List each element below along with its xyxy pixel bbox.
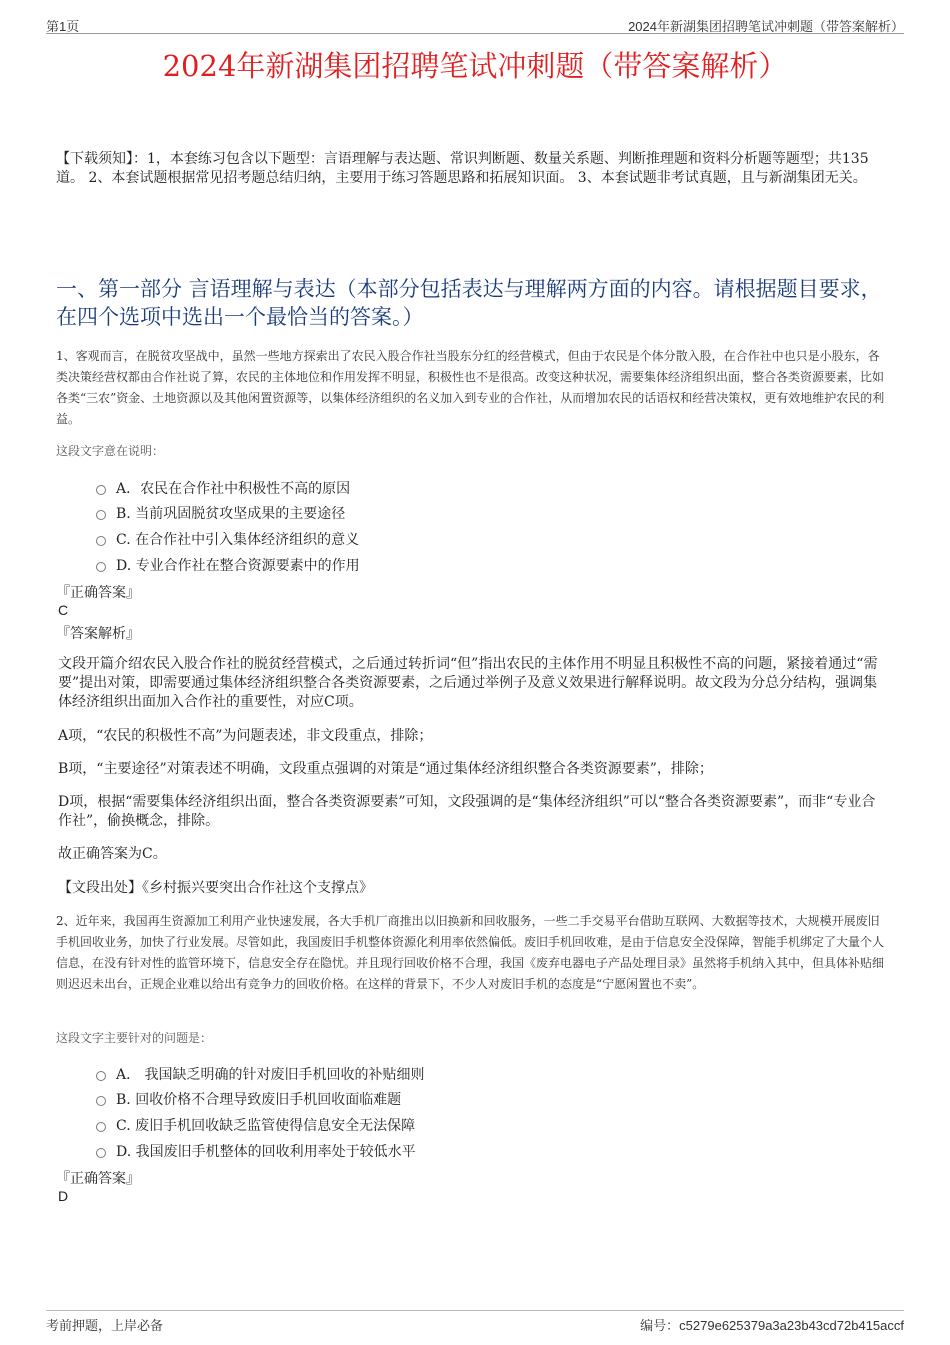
q1-answer-label: 『正确答案』 bbox=[56, 585, 140, 601]
q1-option-d[interactable] bbox=[96, 555, 360, 575]
radio-icon[interactable] bbox=[96, 1148, 106, 1158]
radio-icon[interactable] bbox=[96, 1096, 106, 1106]
question-2-prompt: 这段文字主要针对的问题是： bbox=[56, 1031, 213, 1045]
q1-analysis-paragraph: A项，“农民的积极性不高”为问题表述，非文段重点，排除； bbox=[58, 728, 433, 744]
q1-answer: C bbox=[58, 602, 69, 618]
header-doc-title: 2024年新湖集团招聘笔试冲刺题（带答案解析） bbox=[628, 19, 904, 34]
radio-icon[interactable] bbox=[96, 1122, 106, 1132]
q2-option-c[interactable] bbox=[96, 1115, 415, 1135]
q1-option-c[interactable] bbox=[96, 529, 359, 549]
footer-slogan: 考前押题，上岸必备 bbox=[46, 1319, 164, 1334]
radio-icon[interactable] bbox=[96, 562, 106, 572]
q2-option-b[interactable] bbox=[96, 1089, 401, 1109]
option-label: C. 废旧手机回收缺乏监管使得信息安全无法保障 bbox=[116, 1118, 416, 1134]
option-label: D. 我国废旧手机整体的回收利用率处于较低水平 bbox=[116, 1144, 416, 1160]
radio-icon[interactable] bbox=[96, 510, 106, 520]
page-number: 第1页 bbox=[46, 19, 80, 34]
download-notice: 【下载须知】：1，本套练习包含以下题型：言语理解与表达题、常识判断题、数量关系题、判断推理题和资料分析题等题型；共135道。 2、本套试题根据常见招考题总结归纳，主要用于练习答题思路和拓展知识面。 3、本套试题非考试真题，且与新湖集团无关。 bbox=[56, 151, 869, 186]
radio-icon[interactable] bbox=[96, 536, 106, 546]
q1-analysis-paragraph: 文段开篇介绍农民入股合作社的脱贫经营模式，之后通过转折词“但”指出农民的主体作用不明显且积极性不高的问题，紧接着通过“需要”提出对策，即需要通过集体经济组织整合各类资源要素，之后通过举例子及意义效果进行解释说明。故文段为分总分结构，强调集体经济组织出面加入合作社的重要性，对应C项。 bbox=[58, 656, 878, 710]
q1-analysis-label: 『答案解析』 bbox=[56, 626, 140, 642]
question-1-text: 1、客观而言，在脱贫攻坚战中，虽然一些地方探索出了农民入股合作社当股东分红的经营模式，但由于农民是个体分散入股，在合作社中也只是小股东，各类决策经营权都由合作社说了算，农民的主体地位和作用发挥不明显，积极性也不是很高。改变这种状况，需要集体经济组织出面，整合各类资源要素，比如各类“三农”资金、土地资源以及其他闲置资源等，以集体经济组织的名义加入到专业的合作社，从而增加农民的话语权和经营决策权，更有效地维护农民的利益。 bbox=[56, 349, 885, 426]
footer-divider bbox=[46, 1310, 904, 1311]
q1-analysis-paragraph: 故正确答案为C。 bbox=[58, 846, 167, 862]
q2-answer: D bbox=[58, 1188, 69, 1204]
option-label: D. 专业合作社在整合资源要素中的作用 bbox=[116, 558, 360, 574]
radio-icon[interactable] bbox=[96, 485, 106, 495]
q2-option-d[interactable] bbox=[96, 1141, 416, 1161]
radio-icon[interactable] bbox=[96, 1071, 106, 1081]
q2-answer-label: 『正确答案』 bbox=[56, 1171, 140, 1187]
q1-source: 【文段出处】《乡村振兴要突出合作社这个支撑点》 bbox=[58, 880, 373, 896]
option-label: A．农民在合作社中积极性不高的原因 bbox=[116, 481, 351, 497]
question-2-text: 2、近年来，我国再生资源加工利用产业快速发展，各大手机厂商推出以旧换新和回收服务，一些二手交易平台借助互联网、大数据等技术，大规模开展废旧手机回收业务，加快了行业发展。尽管如此，我国废旧手机整体资源化利用率依然偏低。废旧手机回收难，是由于信息安全没保障，智能手机绑定了大量个人信息，在没有针对性的监管环境下，信息安全存在隐忧。并且现行回收价格不合理，我国《废弃电器电子产品处理目录》虽然将手机纳入其中，但具体补贴细则迟迟未出台，正规企业难以给出有竞争力的回收价格。在这样的背景下，不少人对废旧手机的态度是“宁愿闲置也不卖”。 bbox=[56, 914, 885, 991]
question-1-prompt: 这段文字意在说明： bbox=[56, 444, 165, 458]
q1-option-b[interactable] bbox=[96, 503, 345, 523]
option-label: B. 回收价格不合理导致废旧手机回收面临难题 bbox=[116, 1092, 402, 1108]
q1-analysis-paragraph: B项，“主要途径”对策表述不明确，文段重点强调的对策是“通过集体经济组织整合各类资源要素”，排除； bbox=[58, 761, 713, 777]
header-divider bbox=[46, 33, 904, 34]
footer-doc-id: 编号：c5279e625379a3a23b43cd72b415accf bbox=[640, 1318, 904, 1333]
q1-option-a[interactable] bbox=[96, 478, 350, 498]
q2-option-a[interactable] bbox=[96, 1064, 425, 1084]
page-title: 2024年新湖集团招聘笔试冲刺题（带答案解析） bbox=[162, 49, 788, 83]
q1-analysis-paragraph: D项，根据“需要集体经济组织出面，整合各类资源要素”可知，文段强调的是“集体经济组织”可以“整合各类资源要素”，而非“专业合作社”，偷换概念，排除。 bbox=[58, 794, 876, 829]
option-label: A． 我国缺乏明确的针对废旧手机回收的补贴细则 bbox=[116, 1067, 425, 1083]
option-label: C. 在合作社中引入集体经济组织的意义 bbox=[116, 532, 360, 548]
option-label: B. 当前巩固脱贫攻坚成果的主要途径 bbox=[116, 506, 346, 522]
section-heading: 一、第一部分 言语理解与表达（本部分包括表达与理解两方面的内容。请根据题目要求，在四个选项中选出一个最恰当的答案。） bbox=[56, 277, 882, 329]
